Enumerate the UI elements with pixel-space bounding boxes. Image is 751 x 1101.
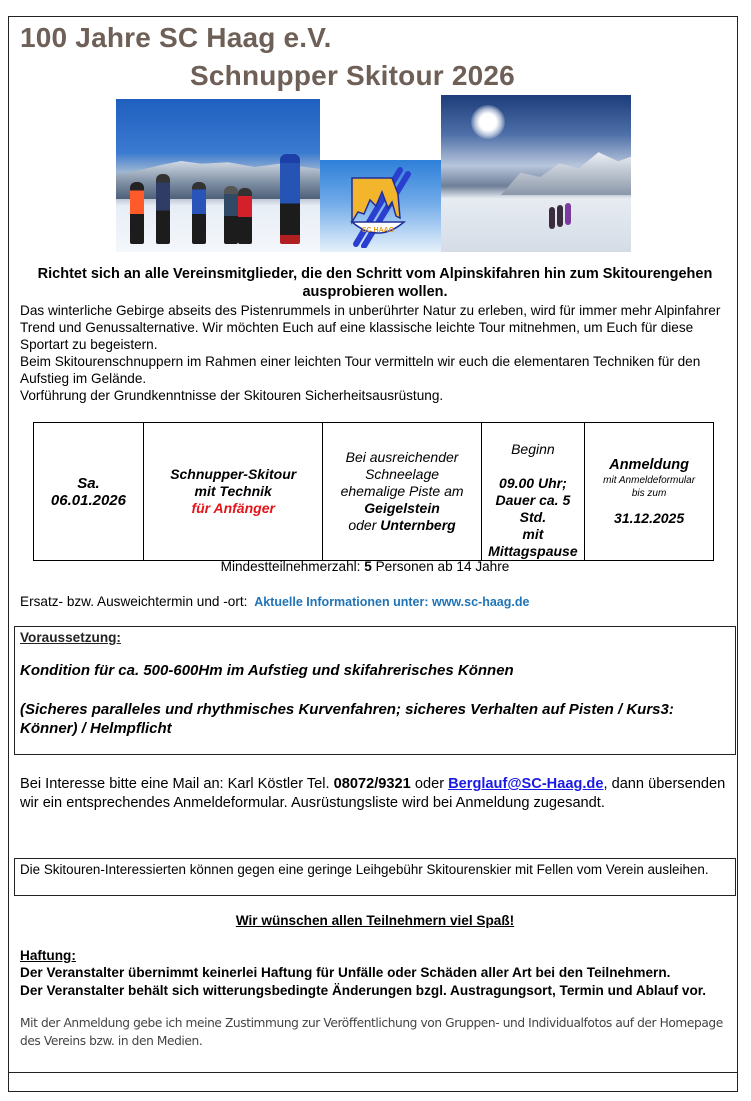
ascent-photo bbox=[441, 95, 631, 252]
hiker-figure bbox=[549, 207, 555, 229]
page-title: 100 Jahre SC Haag e.V. bbox=[20, 22, 332, 53]
event-time-cell bbox=[481, 423, 585, 561]
liability-heading: Haftung: bbox=[20, 948, 76, 963]
intro-headline: Richtet sich an alle Vereinsmitglieder, die den Schritt vom Alpinskifahren hin zum Skitourengehen ausprobieren wollen. bbox=[37, 266, 713, 300]
intro-paragraph: Das winterliche Gebirge abseits des Pistenrummels in unberührter Natur zu erleben, wird für immer mehr Alpinfahrer Trend und Genussalternative. Wir möchten Euch auf eine klassische leichte Tour mitnehmen, um Euch für diese Sportart zu begeistern. bbox=[20, 303, 721, 352]
min-participants bbox=[20, 559, 710, 574]
registration-label: Anmeldung bbox=[609, 456, 689, 473]
requirements-skills: (Sicheres paralleles und rhythmisches Kurvenfahren; sicheres Verhalten auf Pisten / Kurs3: Könner) / Helmpflicht bbox=[20, 701, 674, 737]
course-title: Schnupper-Skitour bbox=[170, 466, 297, 482]
liability-line: Der Veranstalter behält sich witterungsbedingte Änderungen bzgl. Austragungsort, Termin und Ablauf vor. bbox=[20, 982, 707, 998]
event-date: 06.01.2026 bbox=[50, 491, 126, 509]
registration-note: mit Anmeldeformular bbox=[603, 474, 696, 486]
event-date-cell bbox=[34, 423, 144, 561]
location-alternative: Unternberg bbox=[380, 517, 456, 533]
requirements-fitness: Kondition für ca. 500-600Hm im Aufstieg und skifahrerisches Können bbox=[20, 662, 514, 679]
location-or: oder bbox=[348, 517, 377, 533]
event-course-cell bbox=[143, 423, 323, 561]
contact-paragraph bbox=[20, 775, 732, 813]
start-time: 09.00 Uhr; bbox=[499, 475, 567, 491]
alternate-date-line bbox=[20, 594, 529, 609]
website-info-link[interactable]: Aktuelle Informationen unter: www.sc-haag.de bbox=[254, 595, 530, 609]
location-text: Schneelage bbox=[365, 466, 440, 482]
alternate-label: Ersatz- bzw. Ausweichtermin und -ort: bbox=[20, 594, 248, 609]
hiker-figure bbox=[557, 205, 563, 227]
min-participants-suffix: Personen ab 14 Jahre bbox=[375, 559, 510, 574]
photo-consent-text: Mit der Anmeldung gebe ich meine Zustimmung zur Veröffentlichung von Gruppen- und Individualfotos auf der Homepage des Vereins bzw. in den Medien. bbox=[20, 1016, 723, 1048]
event-location-cell bbox=[323, 423, 481, 561]
page-footer-strip bbox=[8, 1073, 738, 1092]
contact-or: oder bbox=[414, 776, 445, 792]
skier-figure bbox=[238, 188, 252, 244]
skier-figure bbox=[192, 182, 206, 244]
event-registration-cell bbox=[585, 423, 714, 561]
contact-email-link[interactable]: Berglauf@SC-Haag.de bbox=[448, 776, 604, 792]
registration-deadline: 31.12.2025 bbox=[614, 509, 685, 526]
contact-suffix: , dann übersenden wir ein entsprechendes Anmeldeformular. Ausrüstungsliste wird bei Anmeldung zugesandt. bbox=[20, 776, 726, 811]
location-primary: Geigelstein bbox=[364, 500, 440, 516]
liability-text bbox=[20, 964, 736, 999]
skier-figure bbox=[224, 186, 238, 244]
skier-figure bbox=[130, 182, 144, 244]
intro-paragraph: Vorführung der Grundkenntnisse der Skitouren Sicherheitsausrüstung. bbox=[20, 388, 444, 403]
registration-note: bis zum bbox=[631, 487, 667, 499]
svg-text:SC HAAG: SC HAAG bbox=[361, 227, 395, 234]
sc-haag-logo-icon bbox=[338, 166, 424, 248]
min-participants-label: Mindestteilnehmerzahl: bbox=[220, 559, 361, 574]
location-text: Bei ausreichender bbox=[345, 449, 459, 465]
closing-wish: Wir wünschen allen Teilnehmern viel Spaß! bbox=[235, 913, 515, 928]
page-subtitle: Schnupper Skitour 2026 bbox=[190, 60, 515, 91]
duration: Dauer ca. 5 Std. bbox=[495, 492, 571, 525]
intro-paragraph: Beim Skitourenschnuppern im Rahmen einer leichten Tour vermitteln wir euch die elementaren Techniken für den Aufstieg im Gelände. bbox=[20, 354, 701, 386]
hiker-figure bbox=[565, 203, 571, 225]
contact-phone: 08072/9321 bbox=[333, 776, 411, 792]
sun bbox=[471, 105, 505, 139]
lunch-break: Mittagspause bbox=[488, 543, 578, 559]
start-label: Beginn bbox=[511, 441, 555, 457]
location-text: ehemalige Piste am bbox=[340, 483, 464, 499]
requirements-heading: Voraussetzung: bbox=[20, 630, 121, 645]
liability-line: Der Veranstalter übernimmt keinerlei Haftung für Unfälle oder Schäden aller Art bei den Teilnehmern. bbox=[20, 965, 671, 980]
event-weekday: Sa. bbox=[77, 474, 100, 492]
duration-with: mit bbox=[522, 526, 544, 542]
intro-body bbox=[20, 302, 732, 404]
rental-text: Die Skitouren-Interessierten können gegen eine geringe Leihgebühr Skitourenskier mit Fellen vom Verein ausleihen. bbox=[20, 862, 709, 877]
min-participants-count: 5 bbox=[364, 559, 372, 574]
skier-figure bbox=[156, 174, 170, 244]
group-photo bbox=[116, 99, 320, 252]
skier-figure bbox=[280, 154, 300, 244]
mountain-ridge bbox=[501, 150, 631, 195]
course-level: für Anfänger bbox=[191, 500, 275, 516]
course-subtitle: mit Technik bbox=[194, 483, 272, 499]
club-logo bbox=[320, 160, 441, 252]
contact-prefix: Bei Interesse bitte eine Mail an: Karl Köstler Tel. bbox=[20, 776, 330, 792]
event-details-table bbox=[33, 422, 714, 561]
